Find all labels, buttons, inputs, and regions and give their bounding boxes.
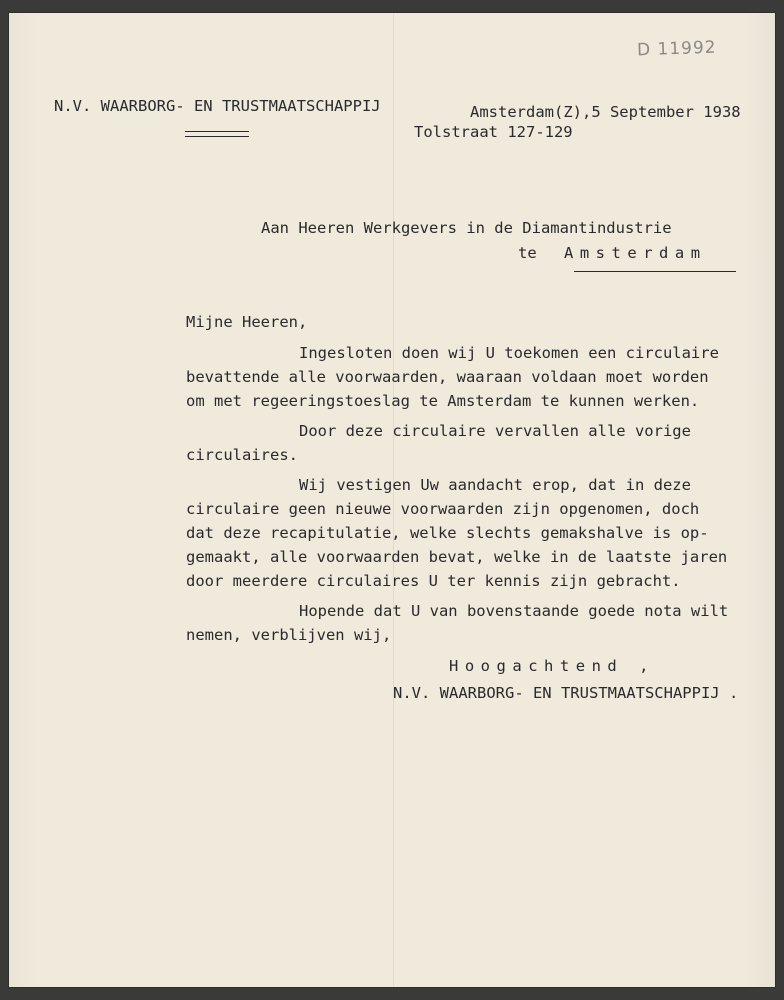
city-underline bbox=[574, 271, 736, 272]
closing: Hoogachtend , bbox=[449, 657, 655, 675]
body-line: bevattende alle voorwaarden, waaraan voldaan moet worden bbox=[186, 368, 709, 386]
body-line: Wij vestigen Uw aandacht erop, dat in deze bbox=[299, 476, 691, 494]
addressee-city: Amsterdam bbox=[564, 244, 707, 262]
archive-mark: D 11992 bbox=[636, 37, 717, 61]
body-line: door meerdere circulaires U ter kennis zijn gebracht. bbox=[186, 572, 681, 590]
body-line: gemaakt, alle voorwaarden bevat, welke in de laatste jaren bbox=[186, 548, 728, 566]
place-date: Amsterdam(Z),5 September 1938 bbox=[470, 103, 741, 121]
body-line: om met regeeringstoeslag te Amsterdam te kunnen werken. bbox=[186, 392, 700, 410]
body-line: Ingesloten doen wij U toekomen een circulaire bbox=[299, 344, 719, 362]
addressee-prefix: te bbox=[518, 244, 537, 262]
letterhead-double-rule bbox=[185, 131, 249, 137]
body-line: nemen, verblijven wij, bbox=[186, 626, 392, 644]
body-line: Door deze circulaire vervallen alle vorige bbox=[299, 422, 691, 440]
body-line: Hopende dat U van bovenstaande goede nota wilt bbox=[299, 602, 729, 620]
signature-company: N.V. WAARBORG- EN TRUSTMAATSCHAPPIJ . bbox=[393, 684, 739, 702]
salutation: Mijne Heeren, bbox=[186, 313, 308, 331]
addressee-line: Aan Heeren Werkgevers in de Diamantindustrie bbox=[261, 219, 672, 237]
body-line: circulaire geen nieuwe voorwaarden zijn opgenomen, doch bbox=[186, 500, 700, 518]
body-line: dat deze recapitulatie, welke slechts gemakshalve is op- bbox=[186, 524, 709, 542]
street-address: Tolstraat 127-129 bbox=[414, 123, 573, 141]
body-line: circulaires. bbox=[186, 446, 298, 464]
letter-sheet bbox=[9, 13, 775, 987]
letterhead-company: N.V. WAARBORG- EN TRUSTMAATSCHAPPIJ bbox=[54, 97, 381, 115]
